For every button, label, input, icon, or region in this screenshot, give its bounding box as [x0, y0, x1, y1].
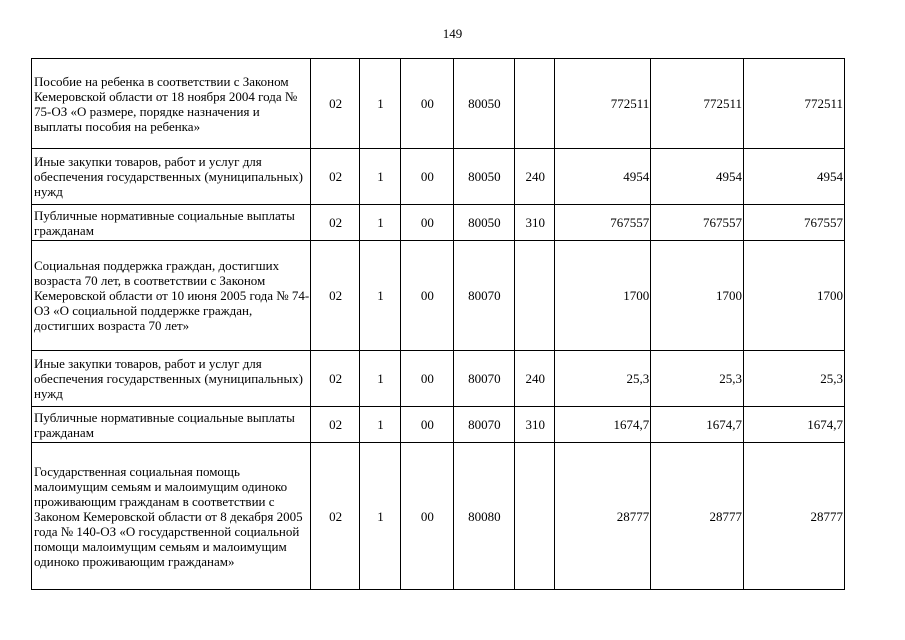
- subprogram-code: 00: [401, 241, 453, 351]
- subprogram-code: 00: [401, 205, 453, 241]
- expense-type-code: [515, 59, 555, 149]
- section-code: 02: [311, 351, 359, 407]
- amount-year-3: 4954: [744, 149, 845, 205]
- amount-year-3: 1700: [744, 241, 845, 351]
- program-code: 1: [359, 241, 400, 351]
- amount-year-1: 767557: [555, 205, 651, 241]
- amount-year-2: 767557: [651, 205, 744, 241]
- direction-code: 80070: [453, 351, 515, 407]
- amount-year-1: 28777: [555, 443, 651, 590]
- expense-type-code: 310: [515, 205, 555, 241]
- program-code: 1: [359, 443, 400, 590]
- table-row: [32, 443, 845, 590]
- table-row: [32, 407, 845, 443]
- amount-year-2: 4954: [651, 149, 744, 205]
- section-code: 02: [311, 241, 359, 351]
- table-row: [32, 241, 845, 351]
- section-code: 02: [311, 407, 359, 443]
- amount-year-1: 772511: [555, 59, 651, 149]
- direction-code: 80070: [453, 407, 515, 443]
- subprogram-code: 00: [401, 407, 453, 443]
- amount-year-3: 28777: [744, 443, 845, 590]
- row-description: Государственная социальная помощь малоимущим семьям и малоимущим одиноко проживающим гражданам в соответствии с Законом Кемеровской области от 8 декабря 2005 года № 140-ОЗ «О государственной социальной помощи малоимущим семьям и малоимущим одиноко проживающим гражданам»: [32, 443, 311, 590]
- amount-year-2: 1700: [651, 241, 744, 351]
- section-code: 02: [311, 59, 359, 149]
- subprogram-code: 00: [401, 351, 453, 407]
- program-code: 1: [359, 149, 400, 205]
- budget-table: [31, 58, 845, 590]
- amount-year-3: 1674,7: [744, 407, 845, 443]
- row-description: Иные закупки товаров, работ и услуг для обеспечения государственных (муниципальных) нужд: [32, 149, 311, 205]
- direction-code: 80050: [453, 59, 515, 149]
- table-row: [32, 149, 845, 205]
- amount-year-2: 772511: [651, 59, 744, 149]
- program-code: 1: [359, 59, 400, 149]
- amount-year-3: 25,3: [744, 351, 845, 407]
- page-number: 149: [442, 26, 463, 41]
- amount-year-2: 28777: [651, 443, 744, 590]
- amount-year-2: 25,3: [651, 351, 744, 407]
- table-row: [32, 205, 845, 241]
- section-code: 02: [311, 443, 359, 590]
- direction-code: 80080: [453, 443, 515, 590]
- expense-type-code: 240: [515, 351, 555, 407]
- subprogram-code: 00: [401, 443, 453, 590]
- section-code: 02: [311, 149, 359, 205]
- subprogram-code: 00: [401, 59, 453, 149]
- expense-type-code: 240: [515, 149, 555, 205]
- expense-type-code: [515, 443, 555, 590]
- subprogram-code: 00: [401, 149, 453, 205]
- amount-year-3: 772511: [744, 59, 845, 149]
- direction-code: 80050: [453, 149, 515, 205]
- amount-year-3: 767557: [744, 205, 845, 241]
- amount-year-1: 1700: [555, 241, 651, 351]
- row-description: Иные закупки товаров, работ и услуг для обеспечения государственных (муниципальных) нужд: [32, 351, 311, 407]
- direction-code: 80050: [453, 205, 515, 241]
- expense-type-code: 310: [515, 407, 555, 443]
- amount-year-1: 1674,7: [555, 407, 651, 443]
- amount-year-1: 25,3: [555, 351, 651, 407]
- section-code: 02: [311, 205, 359, 241]
- row-description: Публичные нормативные социальные выплаты гражданам: [32, 205, 311, 241]
- program-code: 1: [359, 351, 400, 407]
- program-code: 1: [359, 407, 400, 443]
- direction-code: 80070: [453, 241, 515, 351]
- row-description: Публичные нормативные социальные выплаты гражданам: [32, 407, 311, 443]
- program-code: 1: [359, 205, 400, 241]
- amount-year-1: 4954: [555, 149, 651, 205]
- row-description: Пособие на ребенка в соответствии с Законом Кемеровской области от 18 ноября 2004 года № 75-ОЗ «О размере, порядке назначения и выплаты пособия на ребенка»: [32, 59, 311, 149]
- table-row: [32, 351, 845, 407]
- expense-type-code: [515, 241, 555, 351]
- row-description: Социальная поддержка граждан, достигших возраста 70 лет, в соответствии с Законом Кемеровской области от 10 июня 2005 года № 74-ОЗ «О социальной поддержке граждан, достигших возраста 70 лет»: [32, 241, 311, 351]
- table-row: [32, 59, 845, 149]
- amount-year-2: 1674,7: [651, 407, 744, 443]
